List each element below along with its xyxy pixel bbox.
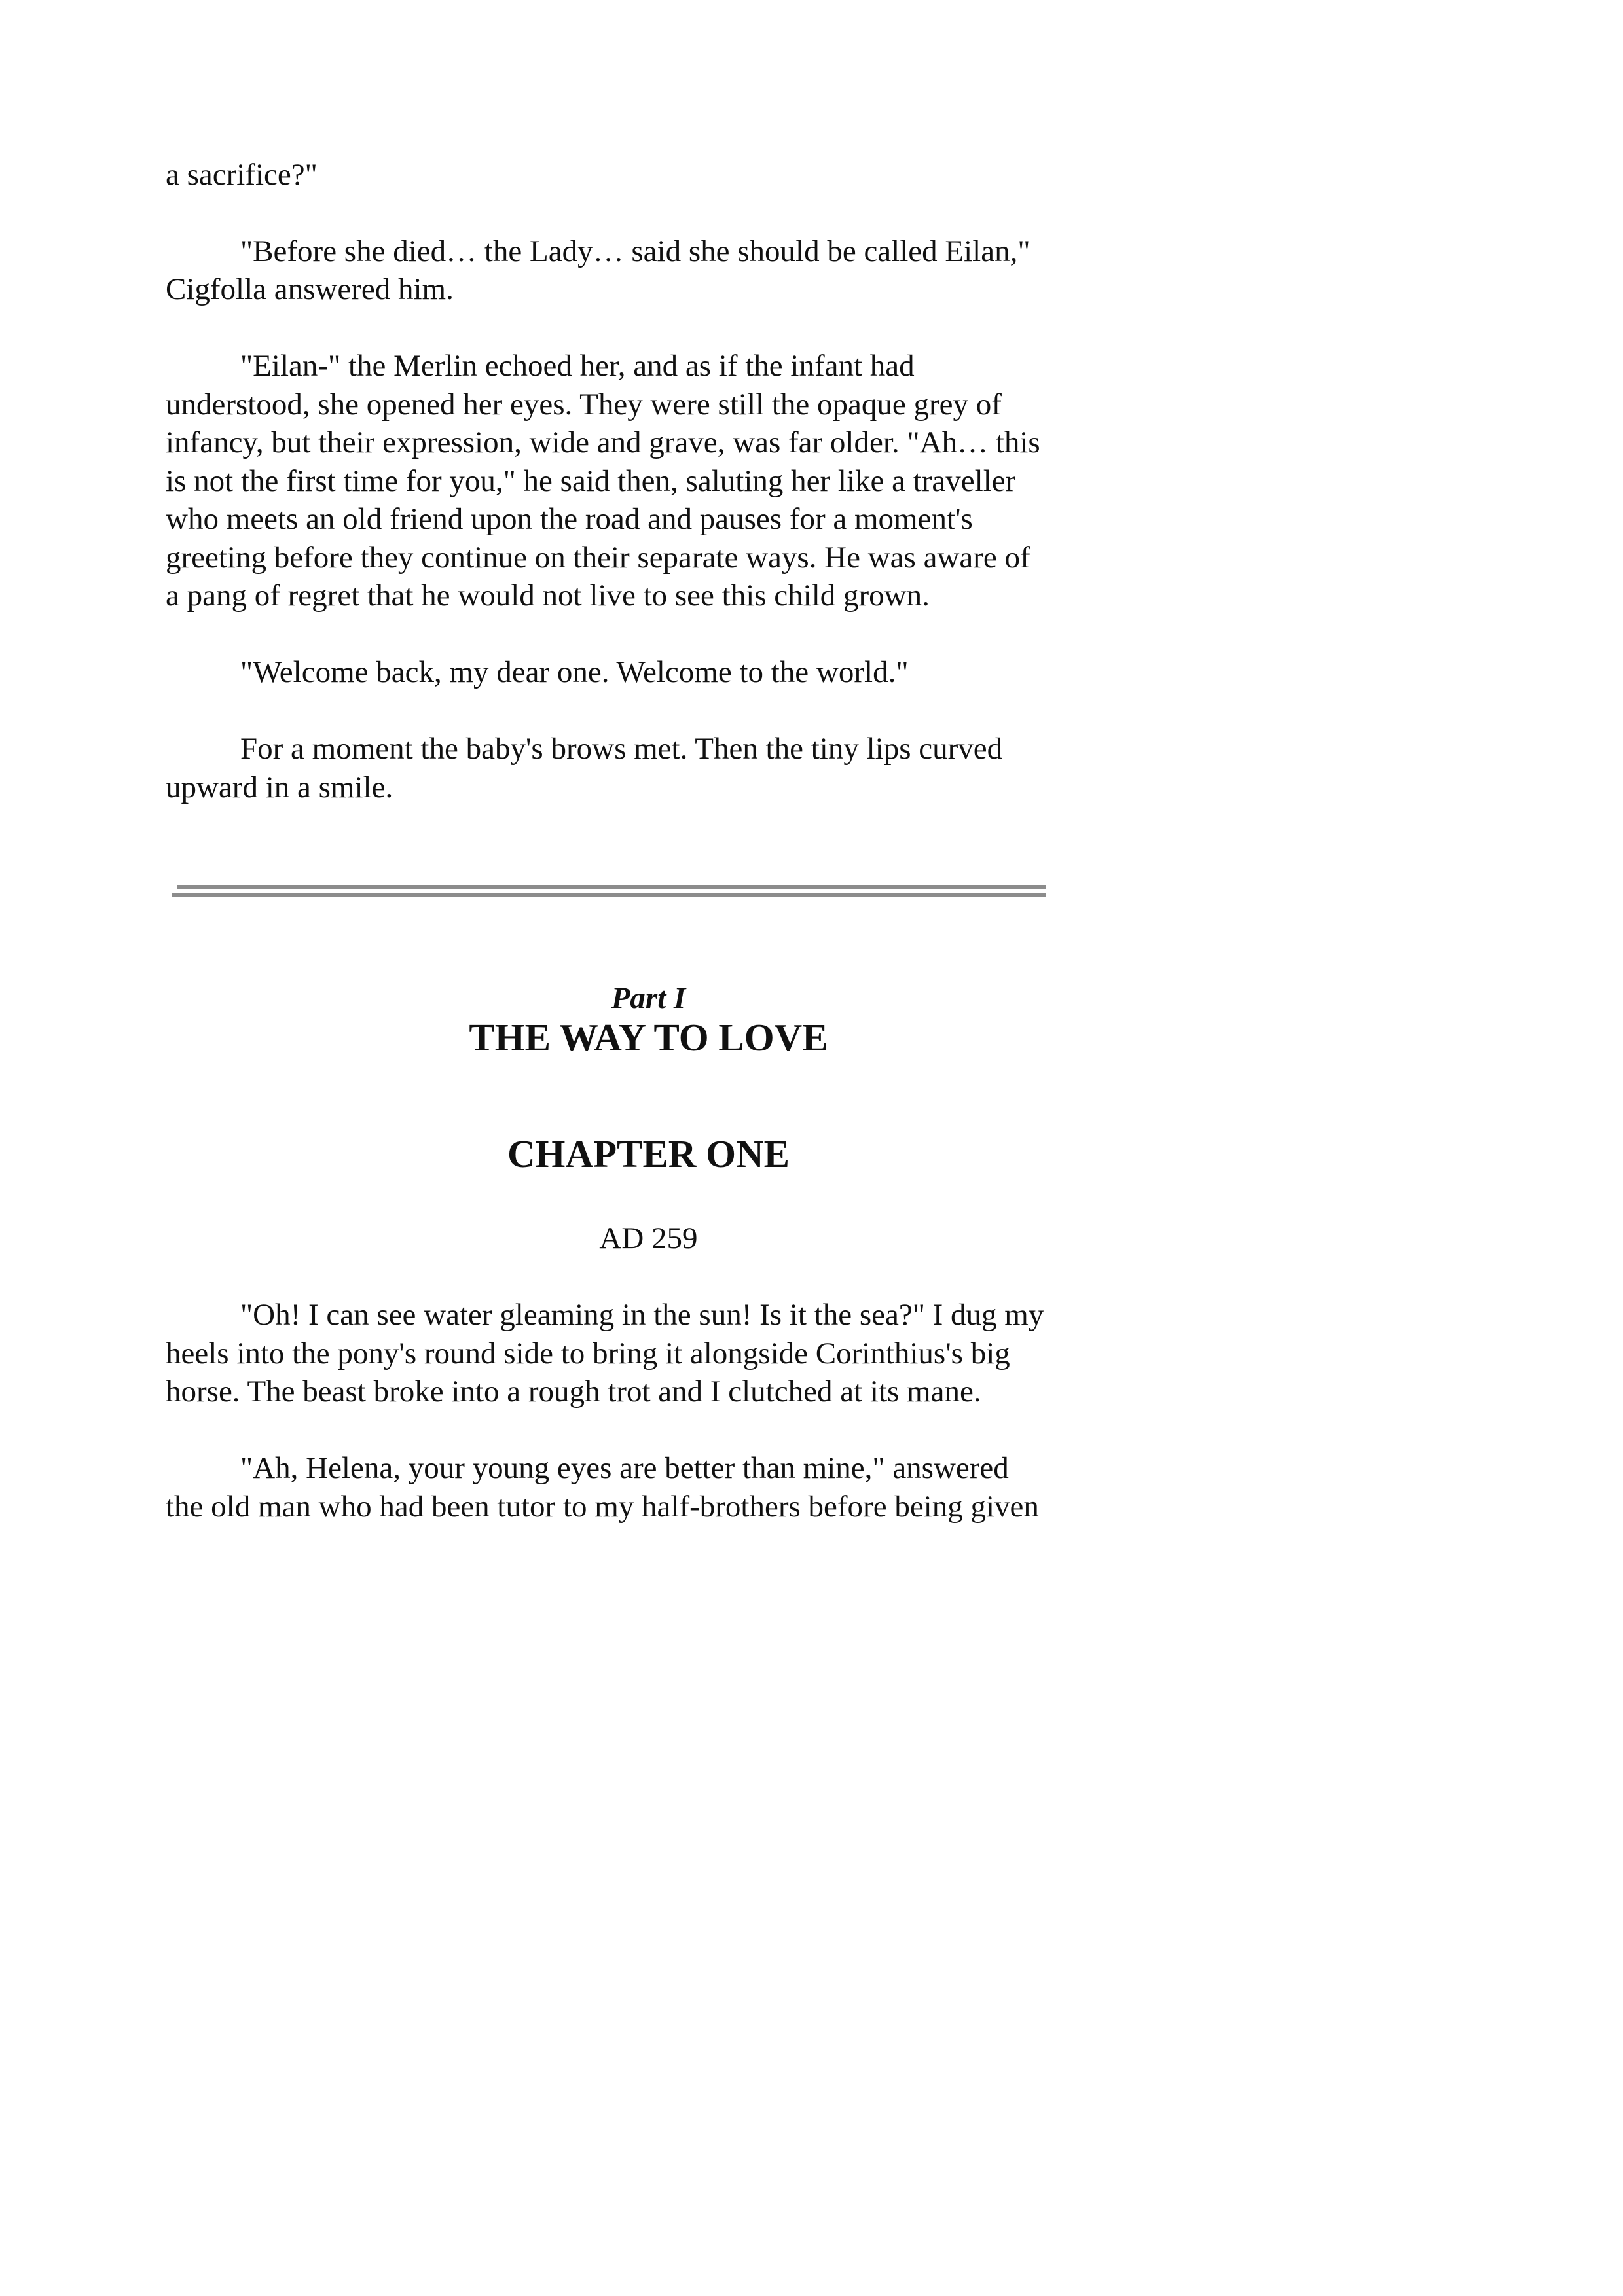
paragraph-line: "Ah, Helena, your young eyes are better than mine," answered (240, 1451, 1009, 1485)
part-label: Part I (611, 981, 686, 1015)
paragraph-line: understood, she opened her eyes. They were still the opaque grey of (166, 387, 1002, 422)
divider-line-bottom (172, 893, 1046, 897)
paragraph-line: who meets an old friend upon the road and pauses for a moment's (166, 502, 973, 536)
divider-line-top (177, 885, 1046, 889)
paragraph-line: horse. The beast broke into a rough trot and I clutched at its mane. (166, 1374, 981, 1408)
part-title: THE WAY TO LOVE (469, 1016, 828, 1059)
paragraph-line: "Before she died… the Lady… said she should be called Eilan," (240, 234, 1030, 268)
paragraph-line: is not the first time for you," he said then, saluting her like a traveller (166, 464, 1016, 498)
paragraph-line: infancy, but their expression, wide and grave, was far older. "Ah… this (166, 425, 1040, 459)
paragraph-line: a pang of regret that he would not live to see this child grown. (166, 579, 930, 613)
chapter-title: CHAPTER ONE (507, 1132, 790, 1175)
paragraph-line: "Oh! I can see water gleaming in the sun! Is it the sea?" I dug my (240, 1298, 1044, 1332)
section-divider (172, 885, 1046, 897)
paragraph-line: a sacrifice?" (166, 158, 318, 192)
paragraph-line: "Eilan-" the Merlin echoed her, and as if the infant had (240, 349, 915, 383)
paragraph-line: heels into the pony's round side to bring it alongside Corinthius's big (166, 1336, 1010, 1371)
paragraph-line: greeting before they continue on their separate ways. He was aware of (166, 541, 1030, 575)
paragraph-line: upward in a smile. (166, 770, 393, 804)
paragraph-line: For a moment the baby's brows met. Then the tiny lips curved (240, 732, 1003, 766)
chapter-date: AD 259 (599, 1221, 698, 1255)
paragraph-line: Cigfolla answered him. (166, 272, 454, 306)
paragraph-line: "Welcome back, my dear one. Welcome to the world." (240, 655, 909, 689)
paragraph-line: the old man who had been tutor to my half-brothers before being given (166, 1490, 1039, 1524)
